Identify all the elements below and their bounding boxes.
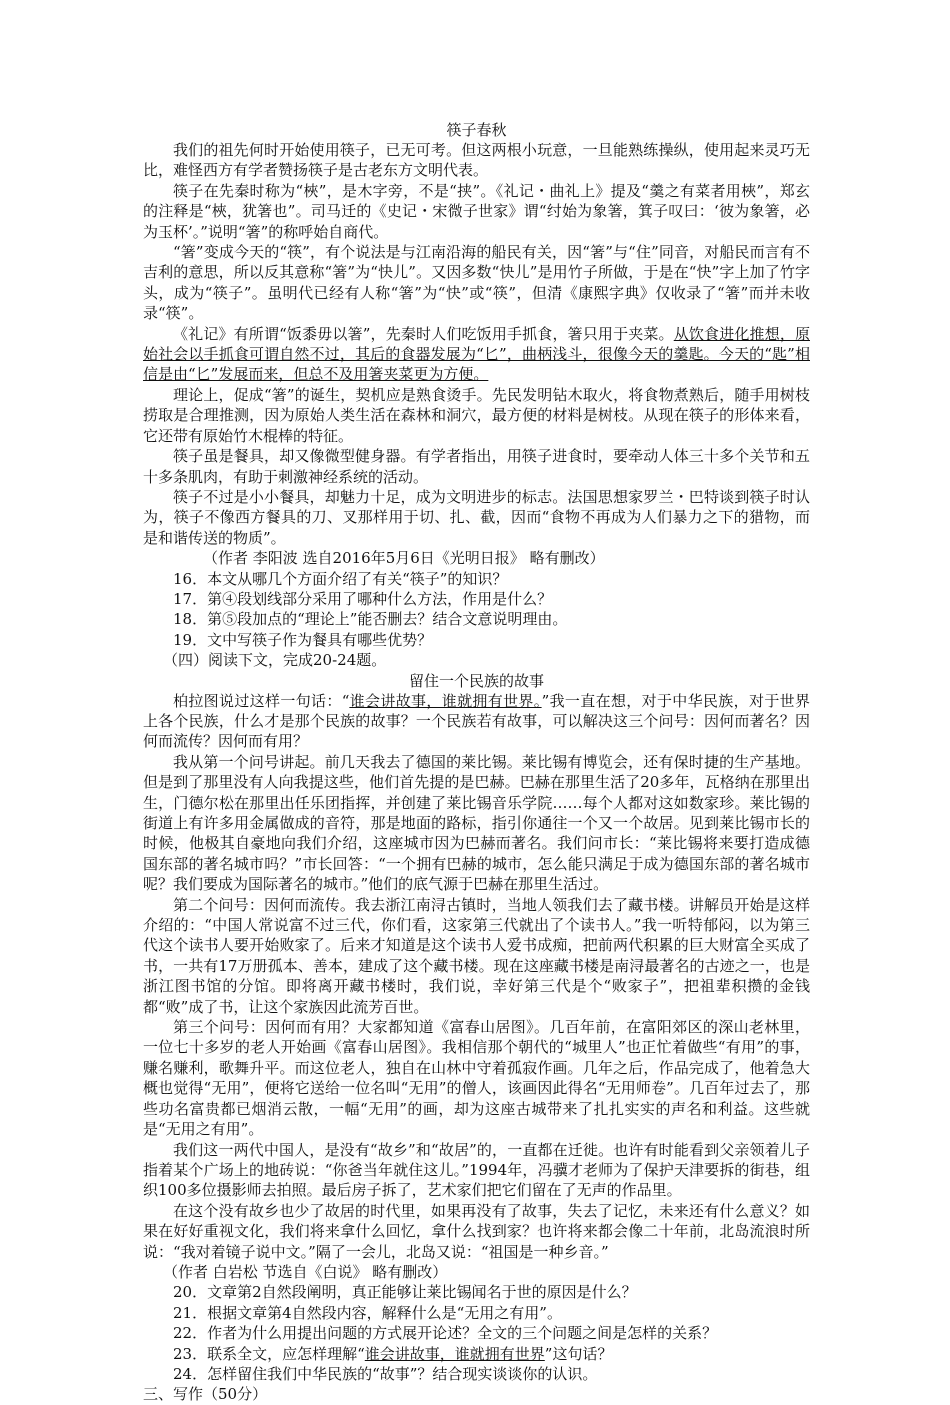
question-20: 20．文章第2自然段阐明，真正能够让莱比锡闻名于世的原因是什么？ (173, 1283, 637, 1302)
article2-paragraph-1 (143, 691, 810, 752)
article1-paragraph-4 (143, 324, 810, 385)
q23-before: 23．联系全文，应怎样理解“ (173, 1344, 365, 1363)
section-4-intro: （四）阅读下文，完成20-24题。 (163, 651, 387, 670)
article1-paragraph: 筷子在先秦时称为“梜”，是木字旁，不是“挟”。《礼记・曲礼上》提及“羹之有菜者用梜”，郑玄的注释是“梜，犹箸也”。司马迁的《史记・宋微子世家》谓“纣始为象箸，箕子叹曰：‘彼为象箸，必为玉杯’。”说明“箸”的称呼始自商代。 (143, 181, 810, 241)
article2-paragraph: 我从第一个问号讲起。前几天我去了德国的莱比锡。莱比锡有博览会，还有保时捷的生产基地。但是到了那里没有人向我提这些，他们首先提的是巴赫。巴赫在那里生活了20多年，瓦格纳在那里出生，门德尔松在那里出任乐团指挥，并创建了莱比锡音乐学院……每个人都对这如数家珍。莱比锡的街道上有许多用金属做成的音符，那是地面的路标，指引你通往一个又一个故居。见到莱比锡市长的时候，他极其自豪地向我们介绍，这座城市因为巴赫而著名。我们问市长：“莱比锡将来要打造成德国东部的著名城市吗？”市长回答：“一个拥有巴赫的城市，怎么能只满足于成为德国东部的著名城市呢？我们要成为国际著名的城市。”他们的底气源于巴赫在那里生活过。 (143, 752, 810, 894)
question-17: 17．第④段划线部分采用了哪种什么方法，作用是什么？ (173, 589, 553, 608)
question-21: 21．根据文章第4自然段内容，解释什么是“无用之有用”。 (173, 1303, 562, 1322)
article1-source: （作者 李阳波 选自2016年5月6日《光明日报》 略有删改） (203, 549, 605, 568)
article1-paragraph: 理论上，促成“箸”的诞生，契机应是熟食烫手。先民发明钻木取火，将食物煮熟后，随手用树枝捞取是合理推测，因为原始人类生活在森林和洞穴，最方便的材料是树枝。从现在筷子的形体来看，它还带有原始竹木棍棒的特征。 (143, 385, 810, 445)
section-3-heading: 三、写作（50分） (143, 1385, 268, 1404)
q23-after: ”这句话？ (544, 1344, 613, 1363)
question-19: 19．文中写筷子作为餐具有哪些优势？ (173, 630, 433, 649)
question-16: 16．本文从哪几个方面介绍了有关“筷子”的知识？ (173, 569, 508, 588)
plato-quote: 谁会讲故事，谁就拥有世界。 (349, 691, 542, 710)
p4-underlined: 从饮食进化推想，原始社会以手抓食可谓自然不过，其后的食器发展为“匕”，曲柄浅斗，很像今天的羹匙。今天的“匙”相信是由“匕”发展而来，但总不及用箸夹菜更为方便。 (143, 324, 810, 384)
article2-title: 留住一个民族的故事 (408, 671, 544, 690)
p1-after: ”我一直在想，对于中华民族，对于世界上各个民族，什么才是那个民族的故事？一个民族若有故事，可以解决这三个问号：因何而著名？因何而流传？因何而有用？ (143, 691, 810, 751)
p1-before: 柏拉图说过这样一句话：“ (173, 691, 350, 710)
article2-paragraph: 第二个问号：因何而流传。我去浙江南浔古镇时，当地人领我们去了藏书楼。讲解员开始是这样介绍的：“中国人常说富不过三代，你们看，这家第三代就出了个读书人。”我一听特郁闷，以为第三代这个读书人要开始败家了。后来才知道是这个读书人爱书成痴，把前两代积累的巨大财富全买成了书，一共有17万册孤本、善本，建成了这个藏书楼。现在这座藏书楼是南浔最著名的古迹之一，也是浙江图书馆的分馆。即将离开藏书楼时，我们说，幸好第三代是个“败家子”，把祖辈积攒的金钱都“败”成了书，让这个家族因此流芳百世。 (143, 895, 810, 1016)
article1-paragraph: 筷子虽是餐具，却又像微型健身器。有学者指出，用筷子进食时，要牵动人体三十多个关节和五十多条肌肉，有助于刺激神经系统的活动。 (143, 447, 810, 486)
question-23 (143, 1344, 810, 1364)
article2-paragraph: 第三个问号：因何而有用？大家都知道《富春山居图》。几百年前，在富阳郊区的深山老林里，一位七十多岁的老人开始画《富春山居图》。我相信那个朝代的“城里人”也正忙着做些“有用”的事，赚名赚利，歌舞升平。而这位老人，独自在山林中守着孤寂作画。几年之后，作品完成了，他着急大概也觉得“无用”，便将它送给一位名叫“无用”的僧人，该画因此得名“无用师卷”。几百年过去了，那些功名富贵都已烟消云散，一幅“无用”的画，却为这座古城带来了扎扎实实的声名和利益。这些就是“无用之有用”。 (143, 1018, 810, 1139)
p4-plain: 《礼记》有所谓“饭黍毋以箸”，先秦时人们吃饭用手抓食，箸只用于夹菜。 (173, 324, 674, 343)
question-18: 18．第⑤段加点的“理论上”能否删去？结合文意说明理由。 (173, 610, 568, 629)
article2-source: （作者 白岩松 节选自《白说》 略有删改） (163, 1262, 448, 1281)
article1-paragraph: 筷子不过是小小餐具，却魅力十足，成为文明进步的标志。法国思想家罗兰・巴特谈到筷子时认为，筷子不像西方餐具的刀、叉那样用于切、扎、截，因而“食物不再成为人们暴力之下的猎物，而是和谐传送的物质”。 (143, 487, 810, 547)
article2-paragraph: 我们这一两代中国人，是没有“故乡”和“故居”的，一直都在迁徙。也许有时能看到父亲领着儿子指着某个广场上的地砖说：“你爸当年就住这儿。”1994年，冯骥才老师为了保护天津要拆的街巷，组织100多位摄影师去拍照。最后房子拆了，艺术家们把它们留在了无声的作品里。 (143, 1140, 810, 1200)
exam-page (143, 120, 810, 1405)
question-22: 22．作者为什么用提出问题的方式展开论述？全文的三个问题之间是怎样的关系？ (173, 1324, 718, 1343)
article1-paragraph: “箸”变成今天的“筷”，有个说法是与江南沿海的船民有关，因“箸”与“住”同音，对船民而言有不吉利的意思，所以反其意称“箸”为“快儿”。又因多数“快儿”是用竹子所做，于是在“快”字上加了竹字头，成为“筷子”。虽明代已经有人称“箸”为“快”或“筷”，但清《康熙字典》仅收录了“箸”而并未收录“筷”。 (143, 243, 810, 323)
article1-title: 筷子春秋 (446, 121, 507, 139)
q23-underlined: 谁会讲故事，谁就拥有世界 (364, 1344, 545, 1363)
article1-paragraph: 我们的祖先何时开始使用筷子，已无可考。但这两根小玩意，一旦能熟练操纵，使用起来灵巧无比，难怪西方有学者赞扬筷子是古老东方文明代表。 (143, 141, 810, 180)
question-24: 24．怎样留住我们中华民族的“故事”？结合现实谈谈你的认识。 (173, 1364, 598, 1383)
article2-paragraph: 在这个没有故乡也少了故居的时代里，如果再没有了故事，失去了记忆，未来还有什么意义？如果在好好重视文化，我们将来拿什么回忆，拿什么找到家？也许将来都会像二十年前，北岛流浪时所说：“我对着镜子说中文。”隔了一会儿，北岛又说：“祖国是一种乡音。” (143, 1201, 810, 1261)
